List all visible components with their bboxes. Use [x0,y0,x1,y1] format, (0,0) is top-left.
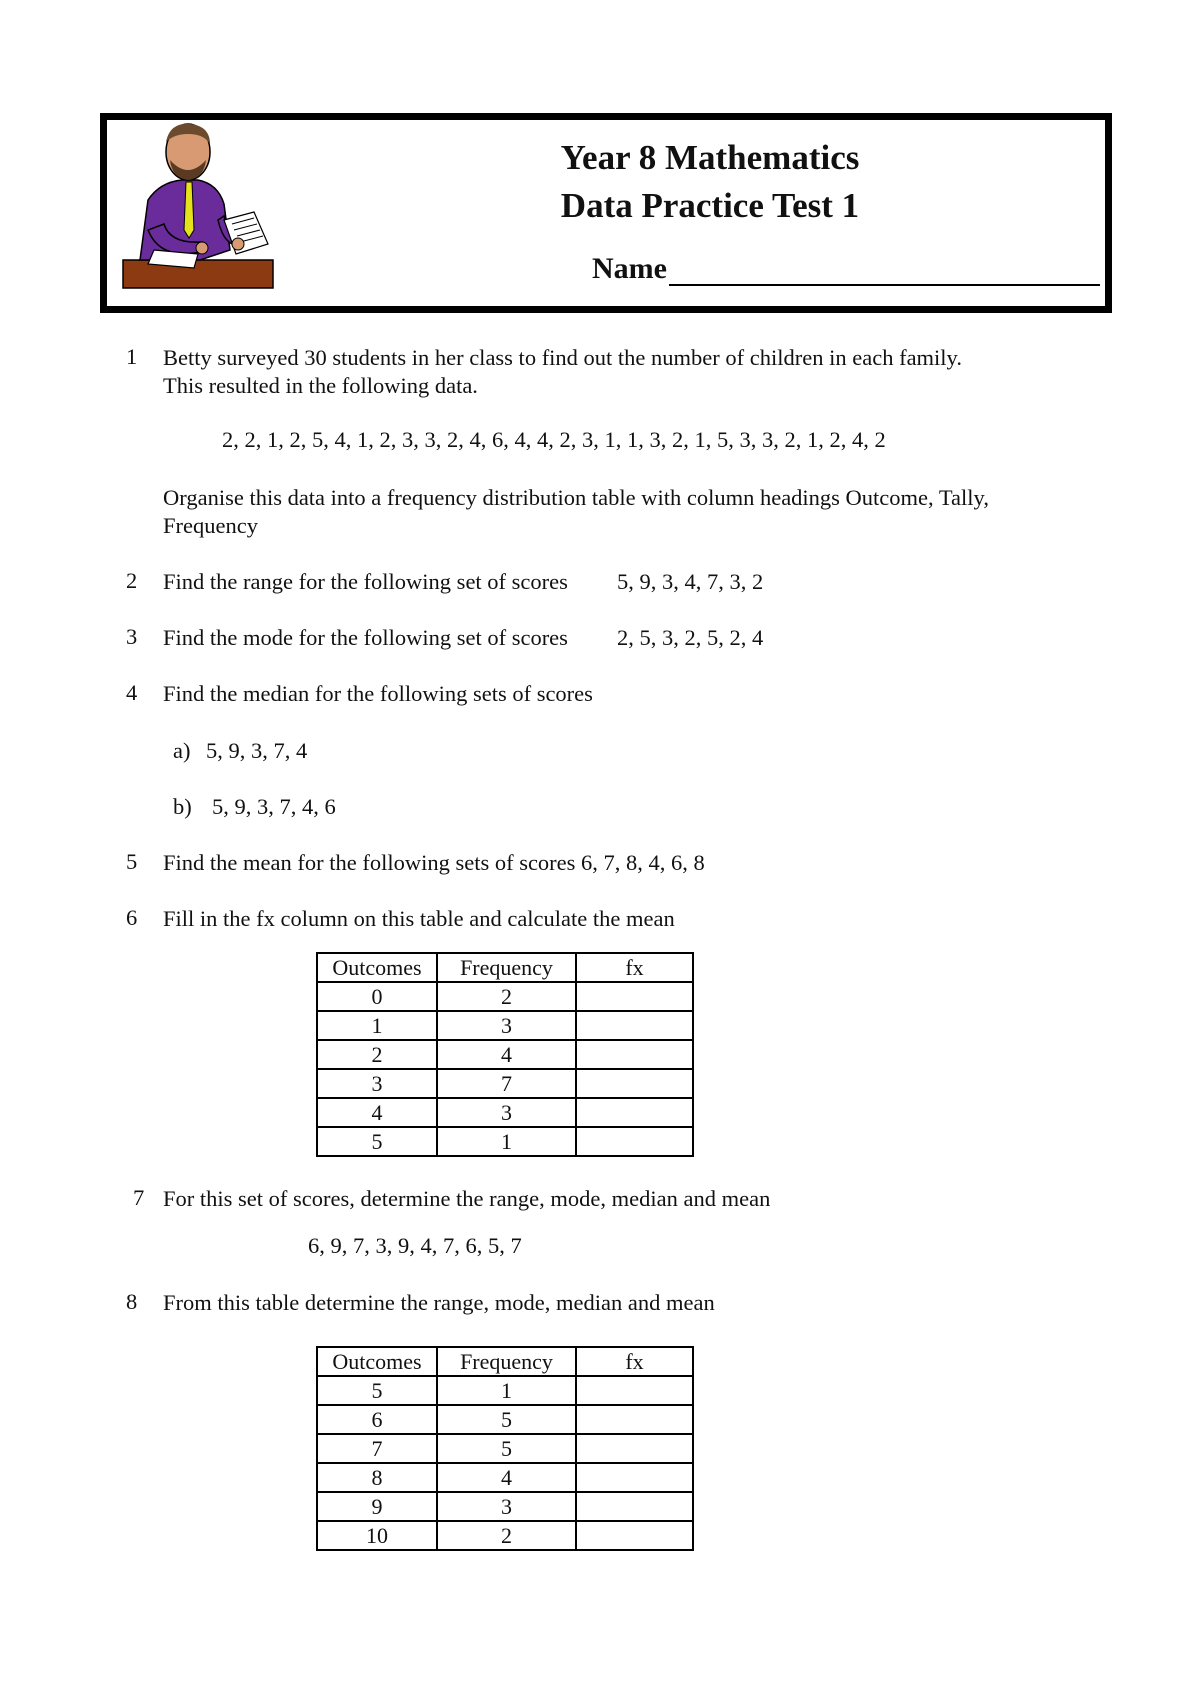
question-4a-scores: 5, 9, 3, 7, 4 [206,738,308,763]
outcome-cell: 3 [317,1069,437,1098]
question-1-line1: Betty surveyed 30 students in her class to find out the number of children in each family. [163,345,962,370]
question-1-data: 2, 2, 1, 2, 5, 4, 1, 2, 3, 3, 2, 4, 6, 4, 4, 2, 3, 1, 1, 3, 2, 1, 5, 3, 3, 2, 1, 2, 4, 2 [222,427,886,452]
outcome-cell: 7 [317,1434,437,1463]
question-6-table [316,952,694,1157]
question-4b-scores: 5, 9, 3, 7, 4, 6 [212,794,336,819]
question-4-text: Find the median for the following sets of scores [163,681,593,706]
frequency-cell: 3 [437,1098,576,1127]
table-row [317,1434,693,1463]
question-4b-label: b) [173,794,192,819]
fx-cell[interactable] [576,1098,693,1127]
table-header-outcomes: Outcomes [317,1347,437,1376]
question-8-text: From this table determine the range, mode, median and mean [163,1290,715,1315]
table-row [317,1463,693,1492]
table-header-fx: fx [576,1347,693,1376]
frequency-cell: 5 [437,1405,576,1434]
question-8-table [316,1346,694,1551]
fx-cell[interactable] [576,1521,693,1550]
question-1-line2: This resulted in the following data. [163,373,478,398]
question-7-scores: 6, 9, 7, 3, 9, 4, 7, 6, 5, 7 [308,1233,522,1258]
question-8-number: 8 [126,1289,138,1314]
teacher-clipart-icon [120,120,280,290]
frequency-cell: 3 [437,1492,576,1521]
name-blank-line[interactable] [669,256,1100,286]
table-row [317,1492,693,1521]
frequency-cell: 2 [437,1521,576,1550]
table-row [317,1521,693,1550]
question-1-line3: Organise this data into a frequency distribution table with column headings Outcome, Tally, [163,485,989,510]
name-label: Name [592,252,667,285]
outcome-cell: 4 [317,1098,437,1127]
outcome-cell: 1 [317,1011,437,1040]
fx-cell[interactable] [576,1040,693,1069]
frequency-cell: 7 [437,1069,576,1098]
outcome-cell: 6 [317,1405,437,1434]
fx-cell[interactable] [576,1405,693,1434]
table-row [317,1405,693,1434]
outcome-cell: 5 [317,1127,437,1156]
page-title-line1: Year 8 Mathematics [560,138,860,177]
question-5-text: Find the mean for the following sets of scores 6, 7, 8, 4, 6, 8 [163,850,705,875]
question-6-number: 6 [126,905,138,930]
table-header-row [317,1347,693,1376]
outcome-cell: 10 [317,1521,437,1550]
question-3-scores: 2, 5, 3, 2, 5, 2, 4 [617,625,764,650]
question-3-number: 3 [126,624,138,649]
page-title-line2: Data Practice Test 1 [560,186,860,225]
table-row [317,1376,693,1405]
frequency-cell: 4 [437,1040,576,1069]
fx-cell[interactable] [576,1376,693,1405]
outcome-cell: 2 [317,1040,437,1069]
question-5-number: 5 [126,849,138,874]
question-7-number: 7 [133,1185,145,1210]
table-row [317,982,693,1011]
fx-cell[interactable] [576,1434,693,1463]
fx-cell[interactable] [576,982,693,1011]
table-row [317,1098,693,1127]
table-header-frequency: Frequency [437,953,576,982]
table-row [317,1011,693,1040]
question-6-text: Fill in the fx column on this table and calculate the mean [163,906,675,931]
outcome-cell: 9 [317,1492,437,1521]
fx-cell[interactable] [576,1011,693,1040]
table-header-row [317,953,693,982]
fx-cell[interactable] [576,1127,693,1156]
frequency-cell: 5 [437,1434,576,1463]
question-4a-label: a) [173,738,191,763]
fx-cell[interactable] [576,1069,693,1098]
question-3-text: Find the mode for the following set of scores [163,625,568,650]
table-header-frequency: Frequency [437,1347,576,1376]
table-row [317,1069,693,1098]
outcome-cell: 0 [317,982,437,1011]
question-4-number: 4 [126,680,138,705]
frequency-cell: 2 [437,982,576,1011]
question-1-line4: Frequency [163,513,258,538]
table-row [317,1127,693,1156]
fx-cell[interactable] [576,1492,693,1521]
question-2-number: 2 [126,568,138,593]
question-1-number: 1 [126,344,138,369]
table-header-outcomes: Outcomes [317,953,437,982]
frequency-cell: 1 [437,1127,576,1156]
frequency-cell: 4 [437,1463,576,1492]
question-7-text: For this set of scores, determine the range, mode, median and mean [163,1186,771,1211]
frequency-cell: 3 [437,1011,576,1040]
fx-cell[interactable] [576,1463,693,1492]
question-2-scores: 5, 9, 3, 4, 7, 3, 2 [617,569,764,594]
question-2-text: Find the range for the following set of scores [163,569,568,594]
outcome-cell: 5 [317,1376,437,1405]
frequency-cell: 1 [437,1376,576,1405]
table-header-fx: fx [576,953,693,982]
table-row [317,1040,693,1069]
name-field[interactable] [592,252,1100,286]
outcome-cell: 8 [317,1463,437,1492]
